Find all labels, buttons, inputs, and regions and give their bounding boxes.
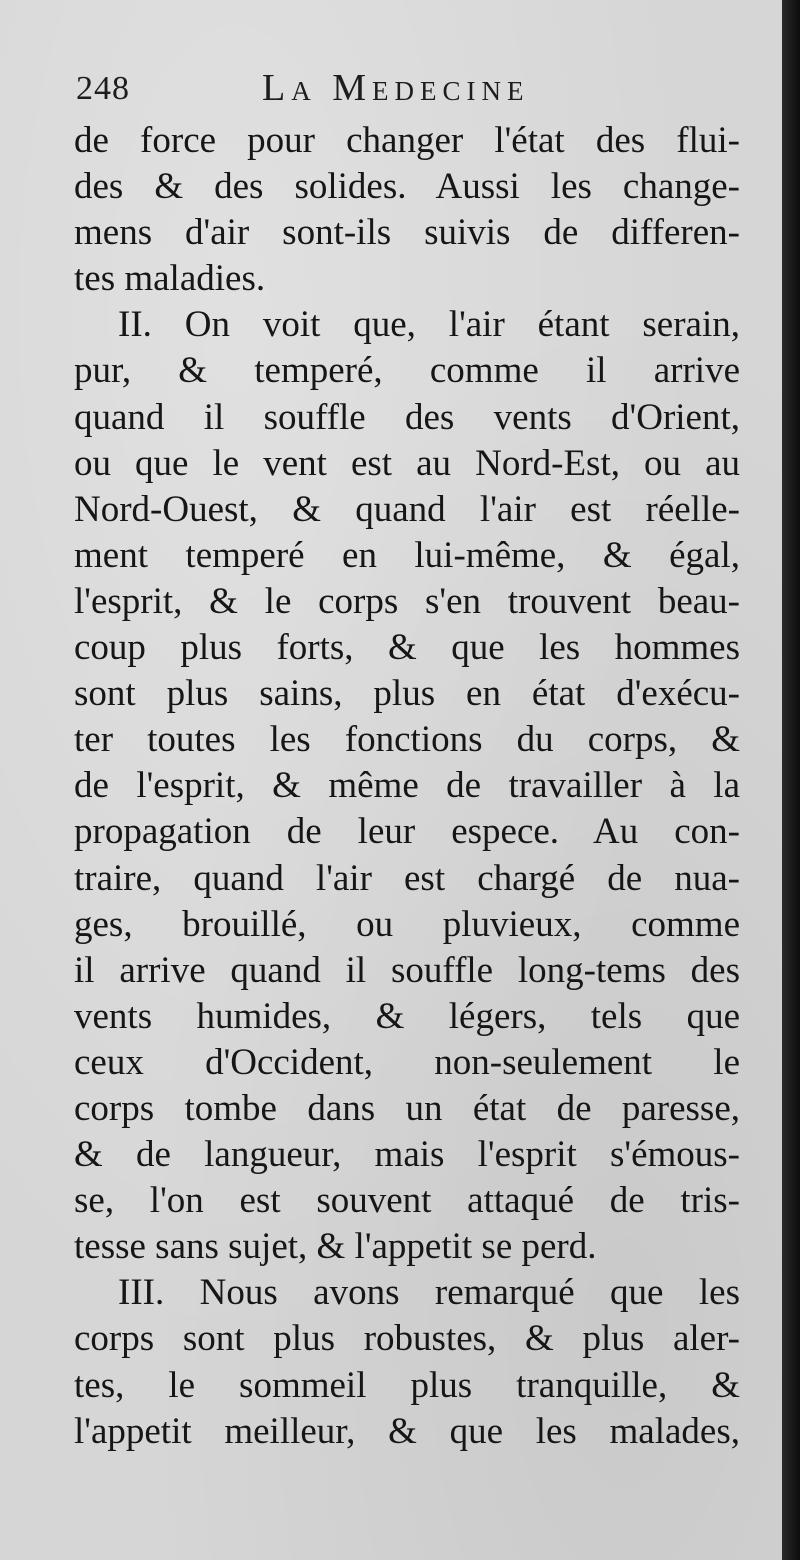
running-title: La Medecine	[262, 67, 530, 109]
text-line: Nord-Ouest, & quand l'air est réelle-	[74, 488, 740, 530]
text-line: quand il souffle des vents d'Orient,	[74, 396, 740, 438]
text-line: ter toutes les fonctions du corps, &	[74, 719, 740, 761]
text-line: de l'esprit, & même de travailler à la	[74, 765, 740, 807]
text-line: pur, & temperé, comme il arrive	[74, 350, 740, 392]
text-line: tes, le sommeil plus tranquille, &	[74, 1364, 740, 1406]
text-line: coup plus forts, & que les hommes	[74, 627, 740, 669]
text-line: ceux d'Occident, non-seulement le	[74, 1041, 740, 1083]
page-edge-shadow	[782, 0, 800, 1560]
text-line: se, l'on est souvent attaqué de tris-	[74, 1180, 740, 1222]
text-line: corps sont plus robustes, & plus aler-	[74, 1318, 740, 1360]
text-line: de force pour changer l'état des flui-	[74, 120, 740, 161]
text-line: corps tombe dans un état de paresse,	[74, 1087, 740, 1129]
text-line: des & des solides. Aussi les change-	[74, 166, 740, 208]
text-line: l'esprit, & le corps s'en trouvent beau-	[74, 580, 740, 622]
text-line: vents humides, & légers, tels que	[74, 995, 740, 1037]
text-line: l'appetit meilleur, & que les malades,	[74, 1410, 740, 1452]
text-line: propagation de leur espece. Au con-	[74, 811, 740, 853]
text-line: & de langueur, mais l'esprit s'émous-	[74, 1134, 740, 1176]
text-line: ment temperé en lui-même, & égal,	[74, 534, 740, 576]
text-line: sont plus sains, plus en état d'exécu-	[74, 673, 740, 715]
page-header	[76, 66, 726, 122]
text-line: ou que le vent est au Nord-Est, ou au	[74, 442, 740, 484]
text-line: traire, quand l'air est chargé de nua-	[74, 857, 740, 899]
text-line: tesse sans sujet, & l'appetit se perd.	[74, 1226, 597, 1268]
paragraph-start-ii: II. On voit que, l'air étant serain,	[118, 304, 740, 346]
body-text	[74, 118, 740, 1455]
text-line: ges, brouillé, ou pluvieux, comme	[74, 903, 740, 945]
text-line: tes maladies.	[74, 258, 266, 300]
text-line: il arrive quand il souffle long-tems des	[74, 949, 740, 991]
paragraph-start-iii: III. Nous avons remarqué que les	[118, 1272, 740, 1314]
text-line: mens d'air sont-ils suivis de differen-	[74, 212, 740, 254]
page-number: 248	[76, 70, 130, 107]
